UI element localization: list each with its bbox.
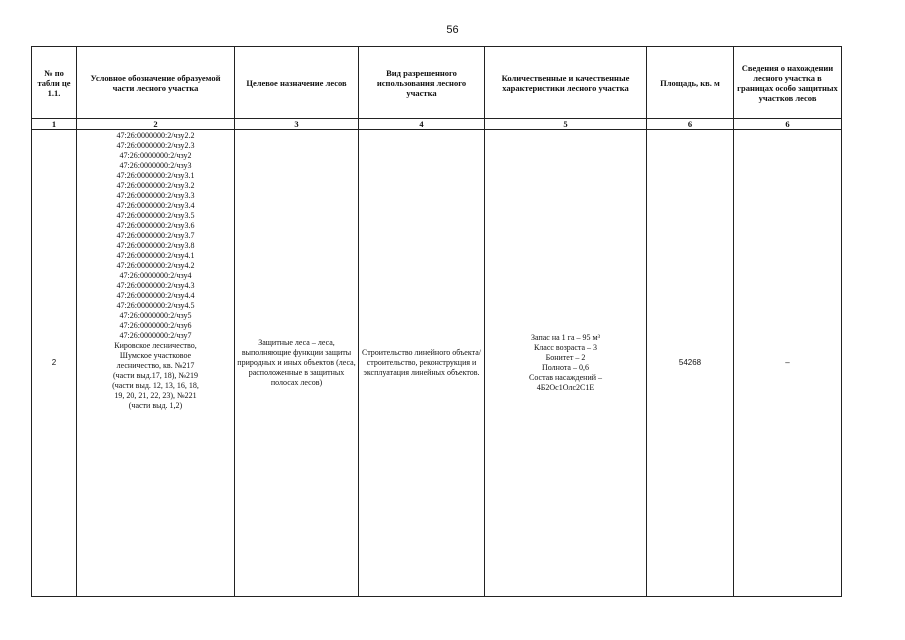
- location-line: Кировское лесничество,: [114, 341, 197, 350]
- cadastral-code: 47:26:0000000:2/чзу3.1: [116, 171, 195, 180]
- cadastral-code: 47:26:0000000:2/чзу4.3: [116, 281, 195, 290]
- header-table-ref: № по табли це 1.1.: [32, 47, 77, 119]
- header-area: Площадь, кв. м: [647, 47, 734, 119]
- location-line: (части выд.17, 18), №219: [112, 371, 199, 380]
- cadastral-code: 47:26:0000000:2/чзу4: [119, 271, 192, 280]
- plot-designation-cell: [77, 130, 235, 597]
- cadastral-code: 47:26:0000000:2/чзу3.7: [116, 231, 195, 240]
- header-characteristics: Количественные и качественные характеристики лесного участка: [485, 47, 647, 119]
- characteristic-line: Полнота – 0,6: [542, 363, 589, 372]
- cadastral-code: 47:26:0000000:2/чзу3: [119, 161, 192, 170]
- column-number: 2: [77, 119, 235, 130]
- header-forest-purpose: Целевое назначение лесов: [235, 47, 359, 119]
- column-number: 3: [235, 119, 359, 130]
- location-line: (части выд. 1,2): [128, 401, 183, 410]
- table-row: [32, 130, 842, 597]
- cadastral-code: 47:26:0000000:2/чзу2.3: [116, 141, 195, 150]
- characteristic-line: Класс возраста – 3: [533, 343, 598, 352]
- column-number-row: [32, 119, 842, 130]
- cadastral-code: 47:26:0000000:2/чзу3.5: [116, 211, 195, 220]
- location-line: 19, 20, 21, 22, 23), №221: [114, 391, 197, 400]
- cadastral-code: 47:26:0000000:2/чзу3.8: [116, 241, 195, 250]
- column-number: 1: [32, 119, 77, 130]
- permitted-use-cell: [359, 130, 485, 597]
- location-line: (части выд. 12, 13, 16, 18,: [112, 381, 199, 390]
- protected-areas-cell: –: [734, 130, 842, 597]
- forest-purpose-cell: [235, 130, 359, 597]
- characteristic-line: Бонитет – 2: [545, 353, 586, 362]
- cadastral-code: 47:26:0000000:2/чзу6: [119, 321, 192, 330]
- cadastral-code: 47:26:0000000:2/чзу4.2: [116, 261, 195, 270]
- header-row: [32, 47, 842, 119]
- location-line: Шумское участковое: [119, 351, 192, 360]
- column-number: 6: [647, 119, 734, 130]
- cadastral-code: 47:26:0000000:2/чзу3.3: [116, 191, 195, 200]
- cadastral-code: 47:26:0000000:2/чзу2: [119, 151, 192, 160]
- cadastral-code: 47:26:0000000:2/чзу3.2: [116, 181, 195, 190]
- cadastral-code: 47:26:0000000:2/чзу4.5: [116, 301, 195, 310]
- cadastral-code: 47:26:0000000:2/чзу5: [119, 311, 192, 320]
- cadastral-code: 47:26:0000000:2/чзу4.1: [116, 251, 195, 260]
- header-protected-areas: Сведения о нахождении лесного участка в границах особо защитных участков лесов: [734, 47, 842, 119]
- row-number: 2: [32, 130, 77, 597]
- characteristics-cell: [485, 130, 647, 597]
- forest-plot-table: [31, 46, 842, 597]
- forest-purpose-text: Защитные леса – леса, выполняющие функции защиты природных и иных объектов (леса, расположенные в защитных полосах лесов): [237, 338, 356, 387]
- characteristic-line: Запас на 1 га – 95 м³: [531, 333, 600, 342]
- header-plot-designation: Условное обозначение образуемой части лесного участка: [77, 47, 235, 119]
- cadastral-code: 47:26:0000000:2/чзу2.2: [116, 131, 195, 140]
- cadastral-code: 47:26:0000000:2/чзу3.4: [116, 201, 195, 210]
- characteristic-line: Состав насаждений –: [528, 373, 603, 382]
- location-line: лесничество, кв. №217: [116, 361, 195, 370]
- cadastral-code: 47:26:0000000:2/чзу4.4: [116, 291, 195, 300]
- header-permitted-use: Вид разрешенного использования лесного участка: [359, 47, 485, 119]
- page-number: 56: [446, 24, 459, 36]
- column-number: 4: [359, 119, 485, 130]
- permitted-use-text: Строительство линейного объекта/строительство, реконструкция и эксплуатация линейных объектов.: [361, 348, 482, 377]
- cadastral-code: 47:26:0000000:2/чзу7: [119, 331, 192, 340]
- area-cell: 54268: [647, 130, 734, 597]
- cadastral-code: 47:26:0000000:2/чзу3.6: [116, 221, 195, 230]
- column-number: 6: [734, 119, 842, 130]
- column-number: 5: [485, 119, 647, 130]
- characteristic-line: 4Б2Ос1Олс2С1Е: [536, 383, 595, 392]
